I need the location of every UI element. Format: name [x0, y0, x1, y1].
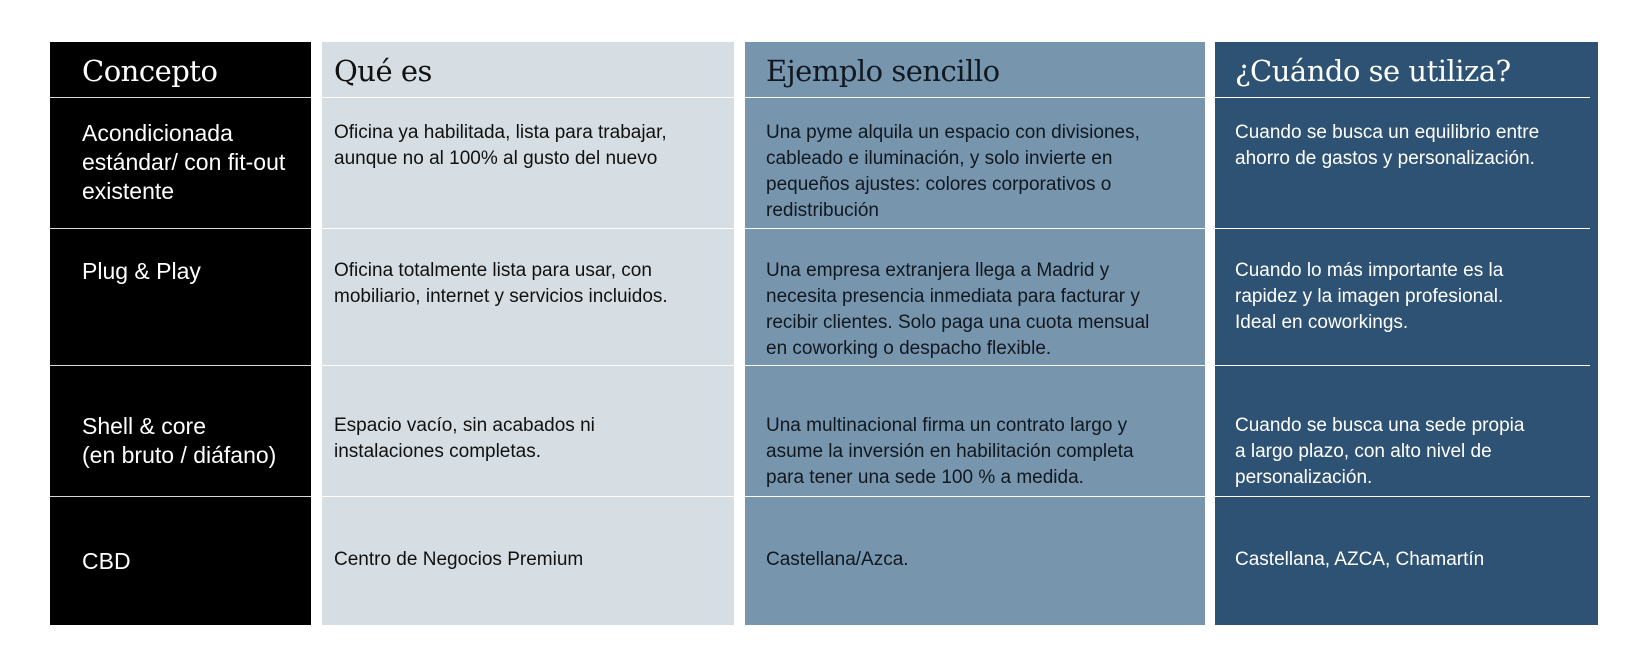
divider — [745, 496, 1205, 497]
column-concepto — [50, 42, 311, 625]
divider — [50, 97, 311, 98]
header-ejemplo: Ejemplo sencillo — [766, 54, 1000, 88]
divider — [1215, 228, 1590, 229]
cell-ejemplo-row3: Una multinacional firma un contrato largo y asume la inversión en habilitación completa para tener una sede 100 % a medida. — [766, 415, 1134, 488]
cell-ejemplo-row1: Una pyme alquila un espacio con divisiones, cableado e iluminación, y solo invierte en pequeños ajustes: colores corporativos o redistribución — [766, 122, 1140, 221]
header-que-es: Qué es — [334, 54, 432, 88]
cell-que-es-row2: Oficina totalmente lista para usar, con mobiliario, internet y servicios incluidos. — [334, 260, 668, 307]
divider — [322, 97, 734, 98]
cell-que-es-row1: Oficina ya habilitada, lista para trabajar, aunque no al 100% al gusto del nuevo — [334, 122, 667, 169]
cell-cuando-row3: Cuando se busca una sede propia a largo plazo, con alto nivel de personalización. — [1235, 415, 1525, 488]
divider — [1215, 365, 1590, 366]
divider — [745, 365, 1205, 366]
divider — [322, 365, 734, 366]
cell-concepto-row4: CBD — [82, 548, 131, 574]
cell-cuando-row4: Castellana, AZCA, Chamartín — [1235, 549, 1485, 570]
header-cuando: ¿Cuándo se utiliza? — [1235, 54, 1511, 88]
cell-ejemplo-row2: Una empresa extranjera llega a Madrid y necesita presencia inmediata para facturar y recibir clientes. Solo paga una cuota mensual en coworking o despacho flexible. — [766, 260, 1150, 359]
column-ejemplo — [745, 42, 1205, 625]
divider — [322, 496, 734, 497]
cell-que-es-row4: Centro de Negocios Premium — [334, 549, 584, 570]
divider — [1215, 97, 1590, 98]
divider — [745, 228, 1205, 229]
divider — [50, 228, 311, 229]
header-concepto: Concepto — [82, 54, 218, 88]
divider — [745, 97, 1205, 98]
cell-concepto-row3: Shell & core (en bruto / diáfano) — [82, 413, 277, 468]
cell-cuando-row2: Cuando lo más importante es la rapidez y la imagen profesional. Ideal en coworkings. — [1235, 260, 1504, 333]
divider — [1215, 496, 1590, 497]
cell-que-es-row3: Espacio vacío, sin acabados ni instalaciones completas. — [334, 415, 595, 462]
cell-ejemplo-row4: Castellana/Azca. — [766, 549, 909, 570]
divider — [50, 365, 311, 366]
column-que-es — [322, 42, 734, 625]
column-cuando — [1215, 42, 1598, 625]
cell-concepto-row1: Acondicionada estándar/ con fit-out existente — [82, 120, 286, 204]
divider — [50, 496, 311, 497]
cell-cuando-row1: Cuando se busca un equilibrio entre ahorro de gastos y personalización. — [1235, 122, 1540, 169]
divider — [322, 228, 734, 229]
cell-concepto-row2: Plug & Play — [82, 258, 201, 284]
